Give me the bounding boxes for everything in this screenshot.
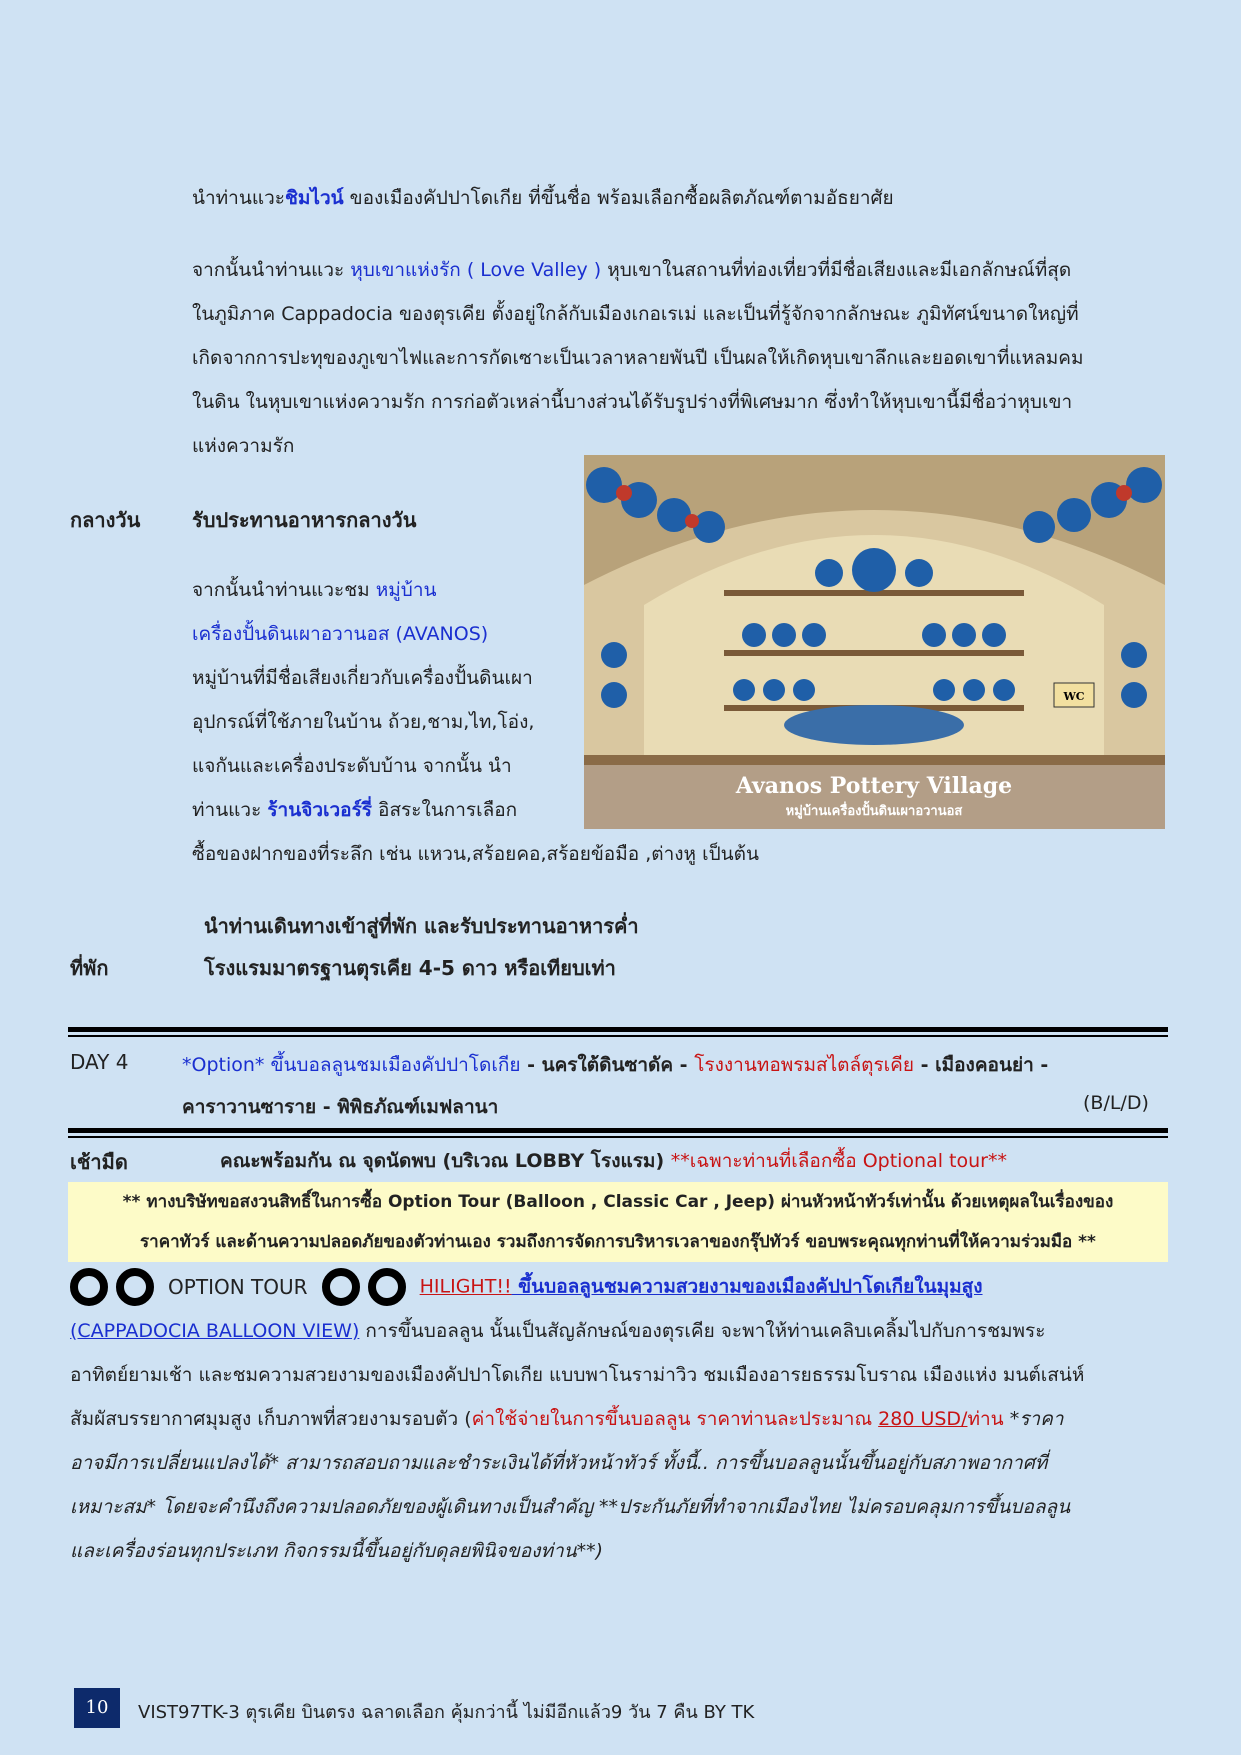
avanos-line-7: ซื้อของฝากของที่ระลึก เช่น แหวน,สร้อยคอ,สร้อยข้อมือ ,ต่างหู เป็นต้น <box>192 843 759 865</box>
option-tour-line-3: อาทิตย์ยามเช้า และชมความสวยงามของเมืองคัปปาโดเกีย แบบพาโนราม่าวิว ชมเมืองอารยธรรมโบราณ เมืองแห่ง มนต์เสน่ห์ <box>70 1363 1085 1386</box>
morning-label: เช้ามืด <box>70 1150 128 1174</box>
option-tour-line-2: (CAPPADOCIA BALLOON VIEW) การขึ้นบอลลูน นั้นเป็นสัญลักษณ์ของตุรเคีย จะพาให้ท่านเคลิบเคลิ้มไปกับการชมพระ <box>70 1319 1046 1342</box>
option-tour-line-6: เหมาะสม* โดยจะคำนึงถึงความปลอดภัยของผู้เดินทางเป็นสำคัญ **ประกันภัยที่ทำจากเมืองไทย ไม่ครอบคลุมการขึ้นบอลลูน <box>70 1495 1071 1518</box>
ring-icon <box>322 1268 360 1306</box>
love-valley-line-4: ในดิน ในหุบเขาแห่งความรัก การก่อตัวเหล่านี้บางส่วนได้รับรูปร่างที่พิเศษมาก ซึ่งทำให้หุบเขานี้มีชื่อว่าหุบเขา <box>192 391 1073 413</box>
day4-bottom-rule-thick <box>68 1128 1168 1133</box>
love-valley-line-2: ในภูมิภาค Cappadocia ของตุรเคีย ตั้งอยู่ใกล้กับเมืองเกอเรเม่ และเป็นที่รู้จักจากลักษณะ ภูมิทัศน์ขนาดใหญ่ที่ <box>192 303 1079 325</box>
ring-icon <box>70 1268 108 1306</box>
dinner-text: นำท่านเดินทางเข้าสู่ที่พัก และรับประทานอาหารค่ำ <box>204 914 639 938</box>
photo-title: Avanos Pottery Village <box>735 773 1013 799</box>
day4-top-rule-thin <box>68 1035 1168 1037</box>
option-tour-line-4: สัมผัสบรรยากาศมุมสูง เก็บภาพที่สวยงามรอบตัว (ค่าใช้จ่ายในการขึ้นบอลลูน ราคาท่านละประมาณ 280 USD/ท่าน *ราคา <box>70 1407 1064 1430</box>
love-valley-paragraph <box>192 248 1167 468</box>
lunch-label: กลางวัน <box>70 508 141 532</box>
hotel-text: โรงแรมมาตรฐานตุรเคีย 4-5 ดาว หรือเทียบเท่า <box>204 956 616 980</box>
option-tour-line-5: อาจมีการเปลี่ยนแปลงได้* สามารถสอบถามและชำระเงินได้ที่หัวหน้าทัวร์ ทั้งนี้.. การขึ้นบอลลูนนั้นขึ้นอยู่กับสภาพอากาศที่ <box>70 1451 1048 1474</box>
option-tour-paragraph <box>70 1264 1167 1573</box>
day4-title-line-2: คาราวานซาราย - พิพิธภัณฑ์เมฟลานา <box>182 1096 499 1118</box>
day4-meals: (B/L/D) <box>1083 1092 1149 1114</box>
option-tour-line-7: และเครื่องร่อนทุกประเภท กิจกรรมนี้ขึ้นอยู่กับดุลยพินิจของท่าน**) <box>70 1539 604 1562</box>
notice-line-2: ราคาทัวร์ และด้านความปลอดภัยของตัวท่านเอง รวมถึงการจัดการบริหารเวลาของกรุ๊ปทัวร์ ขอบพระคุณทุกท่านที่ให้ความร่วมมือ ** <box>140 1232 1096 1252</box>
footer-text: VIST97TK-3 ตุรเคีย บินตรง ฉลาดเลือก คุ้มกว่านี้ ไม่มีอีกแล้ว9 วัน 7 คืน BY TK <box>138 1702 755 1723</box>
option-tour-notice <box>68 1182 1168 1262</box>
hotel-label: ที่พัก <box>70 956 109 980</box>
avanos-line-1: จากนั้นนำท่านแวะชม หมู่บ้าน <box>192 579 437 601</box>
day4-label: DAY 4 <box>70 1050 129 1074</box>
love-valley-line-5: แห่งความรัก <box>192 435 295 457</box>
avanos-line-4: อุปกรณ์ที่ใช้ภายในบ้าน ถ้วย,ชาม,ไท,โอ่ง, <box>192 711 535 733</box>
page-number: 10 <box>74 1688 120 1728</box>
option-tour-line-1: OPTION TOUR HILIGHT!! ขึ้นบอลลูนชมความสวยงามของเมืองคัปปาโดเกียในมุมสูง <box>70 1264 1167 1309</box>
day4-top-rule-thick <box>68 1027 1168 1032</box>
ring-icon <box>368 1268 406 1306</box>
avanos-line-3: หมู่บ้านที่มีชื่อเสียงเกี่ยวกับเครื่องปั้นดินเผา <box>192 667 533 689</box>
morning-text: คณะพร้อมกัน ณ จุดนัดพบ (บริเวณ LOBBY โรงแรม) **เฉพาะท่านที่เลือกซื้อ Optional tour** <box>220 1150 1007 1172</box>
avanos-paragraph <box>192 568 1167 876</box>
avanos-line-5: แจกันและเครื่องประดับบ้าน จากนั้น นำ <box>192 755 512 777</box>
photo-subtitle: หมู่บ้านเครื่องปั้นดินเผาอวานอส <box>785 804 963 819</box>
day4-bottom-rule-thin <box>68 1136 1168 1138</box>
love-valley-line-1: จากนั้นนำท่านแวะ หุบเขาแห่งรัก ( Love Valley ) หุบเขาในสถานที่ท่องเที่ยวที่มีชื่อเสียงและมีเอกลักษณ์ที่สุด <box>192 259 1072 281</box>
lunch-text: รับประทานอาหารกลางวัน <box>192 508 417 532</box>
day4-title-line-1: *Option* ขึ้นบอลลูนชมเมืองคัปปาโดเกีย - นครใต้ดินซาดัค - โรงงานทอพรมสไตล์ตุรเคีย - เมืองคอนย่า - <box>182 1054 1049 1076</box>
love-valley-line-3: เกิดจากการปะทุของภูเขาไฟและการกัดเซาะเป็นเวลาหลายพันปี เป็นผลให้เกิดหุบเขาลึกและยอดเขาที่แหลมคม <box>192 347 1084 369</box>
avanos-line-6: ท่านแวะ ร้านจิวเวอร์รี่ อิสระในการเลือก <box>192 799 518 821</box>
notice-line-1: ** ทางบริษัทขอสงวนสิทธิ์ในการซื้อ Option Tour (Balloon , Classic Car , Jeep) ผ่านหัวหน้าทัวร์เท่านั้น ด้วยเหตุผลในเรื่องของ <box>122 1192 1114 1212</box>
ring-icon <box>116 1268 154 1306</box>
avanos-line-2: เครื่องปั้นดินเผาอวานอส (AVANOS) <box>192 623 489 645</box>
wine-tasting-line: นำท่านแวะชิมไวน์ ของเมืองคัปปาโดเกีย ที่ขึ้นชื่อ พร้อมเลือกซื้อผลิตภัณฑ์ตามอัธยาศัย <box>192 187 894 209</box>
wc-sign: WC <box>1063 690 1085 703</box>
